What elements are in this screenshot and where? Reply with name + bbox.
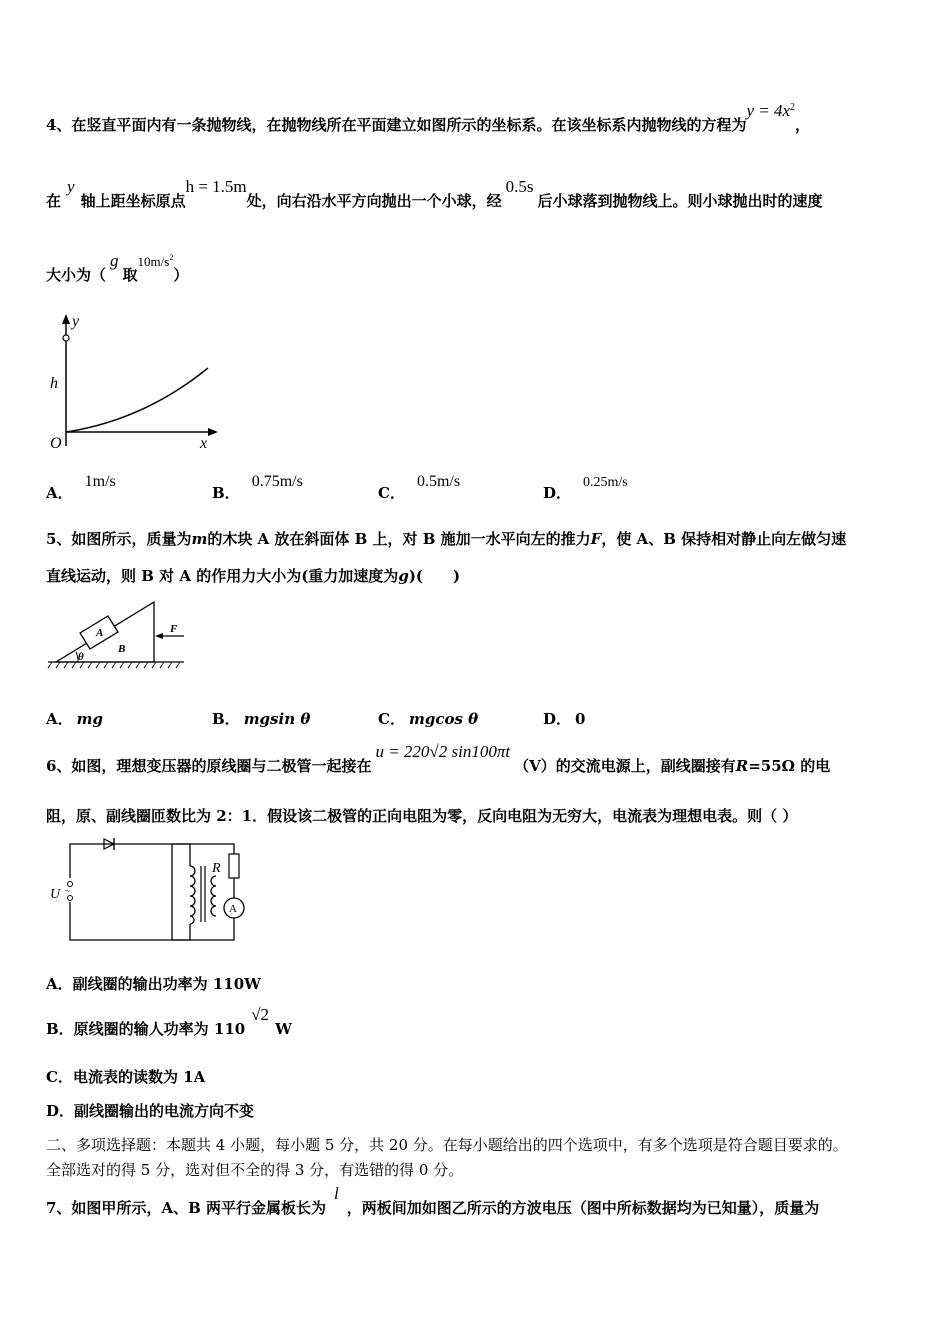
q5-option-d[interactable]: D． 0 — [543, 710, 586, 728]
fig-resistor-r-label: R — [212, 861, 221, 876]
fig-theta-label: θ — [78, 651, 84, 663]
fig-y-label: y — [72, 313, 80, 330]
fig-x-label: x — [200, 435, 208, 452]
section2-heading-line1: 二、多项选择题：本题共 4 小题，每小题 5 分，共 20 分。在每小题给出的四个选项中，有多个选项是符合题目要求的。 — [46, 1136, 848, 1154]
q5-line1: 5、如图所示，质量为m的木块 A 放在斜面体 B 上，对 B 施加一水平向左的推力F，使 A、B 保持相对静止向左做匀速 — [46, 530, 847, 548]
q4-option-c[interactable]: C．0.5m/s — [378, 473, 461, 502]
q4-line3: 大小为（g取$10m/s^2$） — [46, 251, 189, 284]
q6-option-b[interactable]: B．原线圈的输人功率为 110√2W — [46, 1005, 292, 1038]
q4-option-b[interactable]: B．0.75m/s — [212, 473, 303, 502]
fig-wedge-b-label: B — [118, 643, 126, 655]
q6-option-d[interactable]: D．副线圈输出的电流方向不变 — [46, 1102, 255, 1120]
q4-option-a[interactable]: A．1m/s — [46, 473, 116, 502]
fig-force-f-label: F — [170, 623, 178, 635]
q7-line1: 7、如图甲所示，A、B 两平行金属板长为l，两板间加如图乙所示的方波电压（图中所标数据均为已知量），质量为 — [46, 1184, 820, 1217]
fig-h-label: h — [50, 375, 58, 392]
q4-line1: 4、在竖直平面内有一条抛物线，在抛物线所在平面建立如图所示的坐标系。在该坐标系内抛物线的方程为$y = 4x^2$， — [46, 101, 811, 134]
section2-heading-line2: 全部选对的得 5 分，选对但不全的得 3 分，有选错的得 0 分。 — [46, 1161, 464, 1179]
q6-line2: 阻，原、副线圈匝数比为 2：1．假设该二极管的正向电阻为零，反向电阻为无穷大，电流表为理想电表。则（ ） — [46, 807, 798, 825]
fig-source-u-label: U — [50, 887, 61, 902]
svg-text:~: ~ — [65, 886, 70, 896]
q4-parabola-figure — [44, 310, 224, 455]
fig-block-a-label: A — [96, 627, 104, 639]
q4-option-d[interactable]: D．0.25m/s — [543, 475, 628, 502]
fig-ammeter-label: A — [229, 903, 237, 915]
q5-option-c[interactable]: C． mgcos θ — [378, 710, 479, 728]
q6-option-c[interactable]: C．电流表的读数为 1A — [46, 1068, 206, 1086]
q5-incline-figure — [44, 596, 194, 676]
q4-line2: 在y轴上距坐标原点h = 1.5m处，向右沿水平方向抛出一个小球，经0.5s后小球落到抛物线上。则小球抛出时的速度 — [46, 177, 823, 210]
fig-origin-label: O — [50, 435, 62, 452]
q5-option-b[interactable]: B． mgsin θ — [212, 710, 311, 728]
q5-option-a[interactable]: A． mg — [46, 710, 104, 728]
q6-option-a[interactable]: A．副线圈的输出功率为 110W — [46, 975, 262, 993]
q5-line2: 直线运动，则 B 对 A 的作用力大小为(重力加速度为g)( ) — [46, 567, 461, 585]
q6-line1: 6、如图，理想变压器的原线圈与二极管一起接在u = 220√2 sin100πt（V）的交流电源上，副线圈接有R=55Ω 的电 — [46, 742, 831, 775]
q6-transformer-circuit-figure — [44, 836, 254, 948]
